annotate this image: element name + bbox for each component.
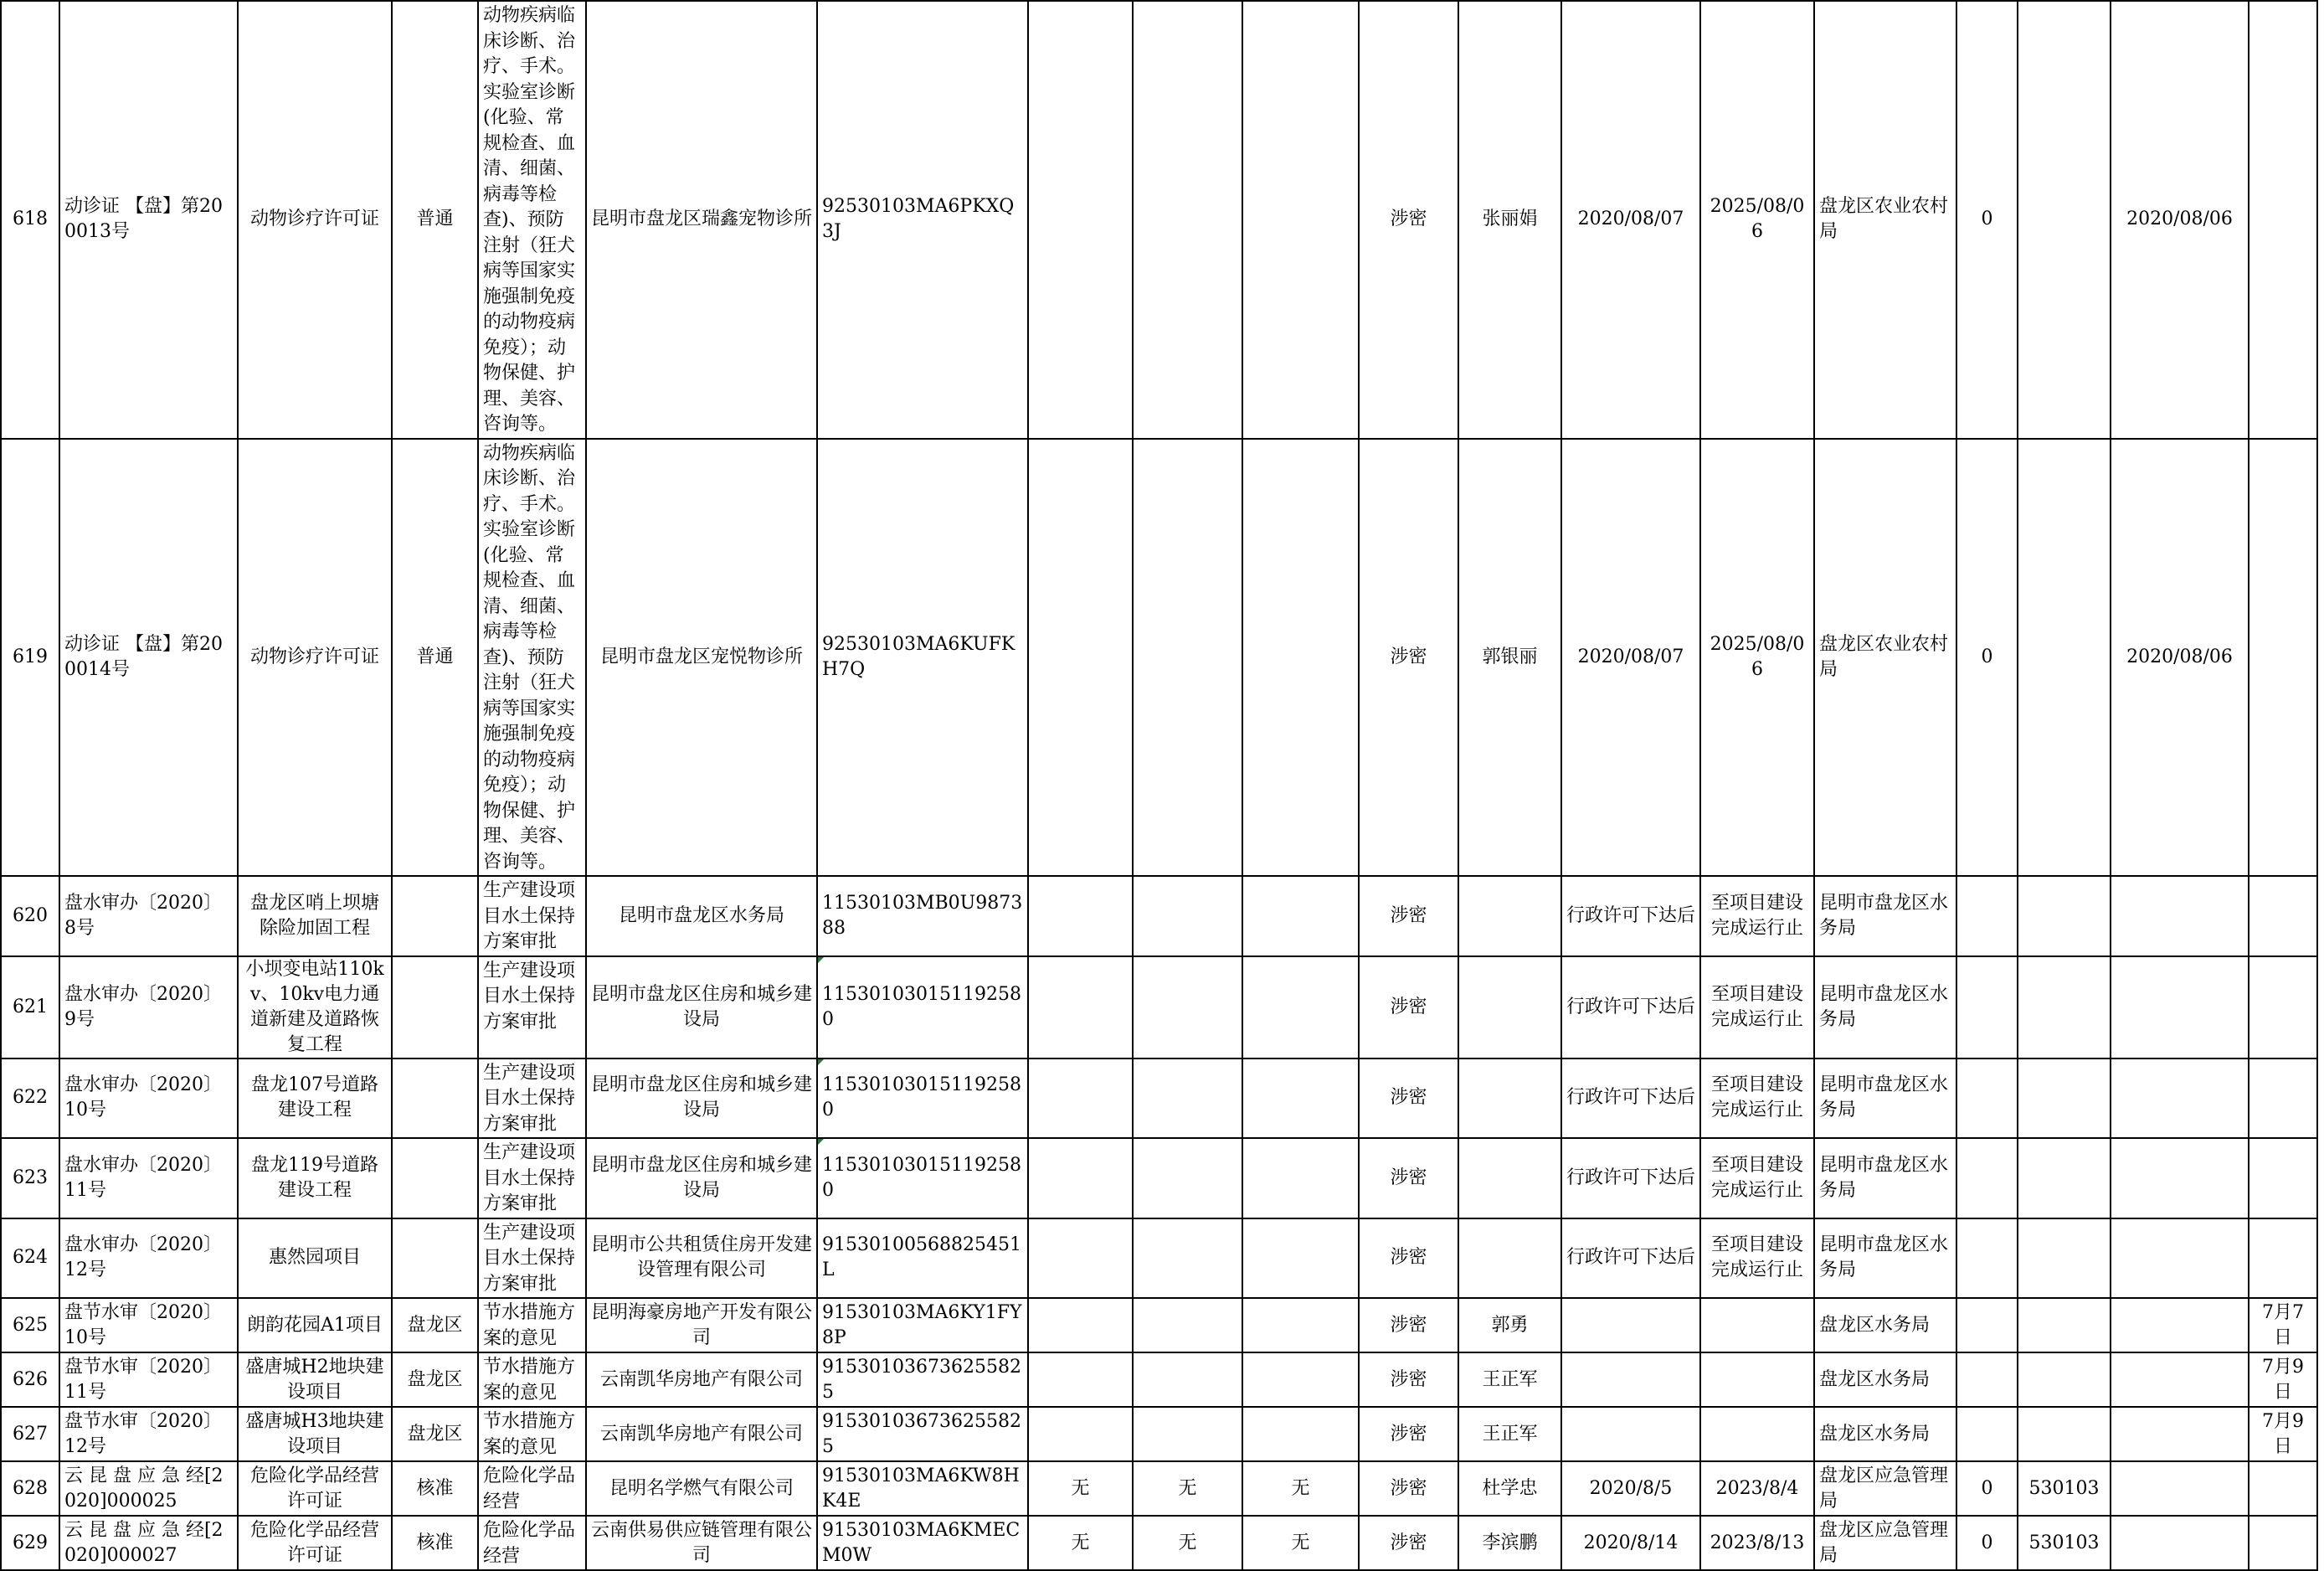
cell-issue-date — [2111, 1352, 2249, 1407]
cell-legal-representative — [1458, 956, 1561, 1058]
cell-license-name: 惠然园项目 — [238, 1218, 392, 1299]
cell-field-9 — [1133, 1, 1242, 439]
table-row — [1, 1461, 2317, 1516]
cell-field-10 — [1242, 1, 1359, 439]
cell-license-holder: 云南凯华房地产有限公司 — [586, 1352, 817, 1407]
cell-row-number: 629 — [1, 1516, 59, 1570]
cell-valid-to: 2025/08/06 — [1700, 1, 1814, 439]
cell-field-8 — [1028, 1138, 1133, 1218]
cell-area-code — [2018, 1352, 2111, 1407]
cell-license-name: 盘龙119号道路建设工程 — [238, 1138, 392, 1218]
cell-extra-date — [2249, 1461, 2317, 1516]
cell-secret-flag: 涉密 — [1359, 956, 1458, 1058]
cell-field-10 — [1242, 1298, 1359, 1352]
cell-area-code — [2018, 1058, 2111, 1139]
cell-license-content: 节水措施方案的意见 — [478, 1352, 586, 1407]
cell-extra-date: 7月9日 — [2249, 1407, 2317, 1461]
cell-field-8 — [1028, 1352, 1133, 1407]
cell-issue-date — [2111, 1298, 2249, 1352]
cell-valid-from: 2020/8/5 — [1561, 1461, 1700, 1516]
cell-license-name: 小坝变电站110kv、10kv电力通道新建及道路恢复工程 — [238, 956, 392, 1058]
cell-issue-date: 2020/08/06 — [2111, 1, 2249, 439]
cell-license-name: 盛唐城H3地块建设项目 — [238, 1407, 392, 1461]
cell-secret-flag: 涉密 — [1359, 439, 1458, 877]
cell-status-value — [1956, 1218, 2018, 1299]
cell-valid-from: 行政许可下达后 — [1561, 1218, 1700, 1299]
cell-legal-representative: 郭银丽 — [1458, 439, 1561, 877]
cell-status-value: 0 — [1956, 439, 2018, 877]
cell-area-code — [2018, 1138, 2111, 1218]
cell-license-holder: 昆明海豪房地产开发有限公司 — [586, 1298, 817, 1352]
cell-secret-flag: 涉密 — [1359, 876, 1458, 956]
cell-issuing-authority: 盘龙区农业农村局 — [1814, 1, 1956, 439]
cell-credit-code: 115301030151192580 — [817, 1058, 1028, 1139]
cell-license-name: 盛唐城H2地块建设项目 — [238, 1352, 392, 1407]
cell-valid-to: 至项目建设完成运行止 — [1700, 1218, 1814, 1299]
cell-license-name: 动物诊疗许可证 — [238, 1, 392, 439]
cell-valid-from — [1561, 1352, 1700, 1407]
cell-extra-date — [2249, 1516, 2317, 1570]
cell-field-9: 无 — [1133, 1516, 1242, 1570]
cell-issuing-authority: 盘龙区水务局 — [1814, 1352, 1956, 1407]
cell-legal-representative: 李滨鹏 — [1458, 1516, 1561, 1570]
cell-field-10 — [1242, 876, 1359, 956]
cell-license-holder: 昆明市盘龙区住房和城乡建设局 — [586, 1138, 817, 1218]
cell-legal-representative — [1458, 1138, 1561, 1218]
cell-field-9 — [1133, 1407, 1242, 1461]
cell-credit-code: 91530103MA6KMECM0W — [817, 1516, 1028, 1570]
cell-valid-to — [1700, 1352, 1814, 1407]
cell-field-9 — [1133, 1352, 1242, 1407]
cell-valid-to: 2023/8/13 — [1700, 1516, 1814, 1570]
cell-issue-date — [2111, 956, 2249, 1058]
cell-row-number: 623 — [1, 1138, 59, 1218]
table-row — [1, 1218, 2317, 1299]
cell-issuing-authority: 盘龙区水务局 — [1814, 1298, 1956, 1352]
cell-document-number: 动诊证 【盘】第200014号 — [59, 439, 238, 877]
cell-issue-date — [2111, 1058, 2249, 1139]
cell-credit-code: 92530103MA6PKXQ3J — [817, 1, 1028, 439]
cell-extra-date — [2249, 1058, 2317, 1139]
cell-valid-to: 2025/08/06 — [1700, 439, 1814, 877]
cell-field-10 — [1242, 439, 1359, 877]
cell-field-8 — [1028, 439, 1133, 877]
cell-secret-flag: 涉密 — [1359, 1, 1458, 439]
cell-license-content: 生产建设项目水土保持方案审批 — [478, 1058, 586, 1139]
cell-document-number: 盘水审办〔2020〕10号 — [59, 1058, 238, 1139]
cell-field-9 — [1133, 1218, 1242, 1299]
cell-valid-from: 2020/8/14 — [1561, 1516, 1700, 1570]
cell-valid-from: 2020/08/07 — [1561, 439, 1700, 877]
cell-license-content: 生产建设项目水土保持方案审批 — [478, 956, 586, 1058]
cell-issuing-authority: 昆明市盘龙区水务局 — [1814, 1058, 1956, 1139]
cell-legal-representative — [1458, 876, 1561, 956]
cell-valid-from: 行政许可下达后 — [1561, 1138, 1700, 1218]
cell-valid-to: 至项目建设完成运行止 — [1700, 1058, 1814, 1139]
cell-status-value — [1956, 1407, 2018, 1461]
cell-legal-representative — [1458, 1058, 1561, 1139]
cell-field-10: 无 — [1242, 1461, 1359, 1516]
cell-valid-to — [1700, 1298, 1814, 1352]
cell-valid-to: 至项目建设完成运行止 — [1700, 956, 1814, 1058]
cell-field-9 — [1133, 1298, 1242, 1352]
cell-legal-representative: 张丽娟 — [1458, 1, 1561, 439]
cell-document-number: 盘水审办〔2020〕9号 — [59, 956, 238, 1058]
cell-document-number: 动诊证 【盘】第200013号 — [59, 1, 238, 439]
cell-field-10 — [1242, 956, 1359, 1058]
cell-field-9 — [1133, 876, 1242, 956]
cell-credit-code: 115301030151192580 — [817, 1138, 1028, 1218]
cell-issue-date — [2111, 1516, 2249, 1570]
cell-valid-from — [1561, 1298, 1700, 1352]
cell-row-number: 627 — [1, 1407, 59, 1461]
cell-field-10 — [1242, 1058, 1359, 1139]
cell-extra-date — [2249, 1, 2317, 439]
cell-legal-representative: 王正军 — [1458, 1352, 1561, 1407]
cell-extra-date — [2249, 1138, 2317, 1218]
cell-license-name: 危险化学品经营许可证 — [238, 1516, 392, 1570]
cell-credit-code: 91530100568825451L — [817, 1218, 1028, 1299]
cell-valid-from — [1561, 1407, 1700, 1461]
table-row — [1, 1, 2317, 439]
cell-credit-code: 11530103MB0U987388 — [817, 876, 1028, 956]
cell-license-name: 朗韵花园A1项目 — [238, 1298, 392, 1352]
cell-document-number: 盘水审办〔2020〕11号 — [59, 1138, 238, 1218]
cell-field-8: 无 — [1028, 1461, 1133, 1516]
cell-area-code — [2018, 439, 2111, 877]
cell-issuing-authority: 昆明市盘龙区水务局 — [1814, 1218, 1956, 1299]
cell-license-category: 盘龙区 — [392, 1352, 478, 1407]
cell-license-content: 生产建设项目水土保持方案审批 — [478, 1218, 586, 1299]
table-row — [1, 876, 2317, 956]
cell-document-number: 盘水审办〔2020〕12号 — [59, 1218, 238, 1299]
cell-license-category — [392, 1058, 478, 1139]
cell-field-10 — [1242, 1138, 1359, 1218]
cell-issuing-authority: 盘龙区农业农村局 — [1814, 439, 1956, 877]
cell-field-8 — [1028, 1, 1133, 439]
cell-area-code — [2018, 1298, 2111, 1352]
cell-license-category: 核准 — [392, 1461, 478, 1516]
table-row — [1, 439, 2317, 877]
cell-credit-code: 91530103MA6KY1FY8P — [817, 1298, 1028, 1352]
cell-status-value: 0 — [1956, 1461, 2018, 1516]
cell-row-number: 626 — [1, 1352, 59, 1407]
cell-secret-flag: 涉密 — [1359, 1058, 1458, 1139]
cell-row-number: 618 — [1, 1, 59, 439]
cell-license-name: 动物诊疗许可证 — [238, 439, 392, 877]
cell-valid-to — [1700, 1407, 1814, 1461]
license-table-body — [1, 1, 2317, 1570]
cell-license-content: 节水措施方案的意见 — [478, 1407, 586, 1461]
cell-field-10 — [1242, 1352, 1359, 1407]
cell-credit-code: 91530103MA6KW8HK4E — [817, 1461, 1028, 1516]
cell-area-code — [2018, 1, 2111, 439]
cell-row-number: 620 — [1, 876, 59, 956]
table-row — [1, 1352, 2317, 1407]
cell-valid-to: 2023/8/4 — [1700, 1461, 1814, 1516]
cell-secret-flag: 涉密 — [1359, 1298, 1458, 1352]
cell-status-value — [1956, 876, 2018, 956]
cell-license-category: 普通 — [392, 1, 478, 439]
table-row — [1, 1407, 2317, 1461]
cell-extra-date — [2249, 439, 2317, 877]
cell-issuing-authority: 昆明市盘龙区水务局 — [1814, 1138, 1956, 1218]
cell-extra-date: 7月7日 — [2249, 1298, 2317, 1352]
cell-license-holder: 昆明市公共租赁住房开发建设管理有限公司 — [586, 1218, 817, 1299]
cell-valid-from: 行政许可下达后 — [1561, 1058, 1700, 1139]
cell-license-content: 危险化学品经营 — [478, 1461, 586, 1516]
cell-secret-flag: 涉密 — [1359, 1352, 1458, 1407]
cell-legal-representative — [1458, 1218, 1561, 1299]
cell-license-category: 盘龙区 — [392, 1407, 478, 1461]
cell-license-holder: 云南凯华房地产有限公司 — [586, 1407, 817, 1461]
cell-field-10 — [1242, 1407, 1359, 1461]
cell-field-9 — [1133, 439, 1242, 877]
cell-legal-representative: 杜学忠 — [1458, 1461, 1561, 1516]
cell-field-8 — [1028, 1407, 1133, 1461]
cell-document-number: 云 昆 盘 应 急 经[2020]000025 — [59, 1461, 238, 1516]
cell-row-number: 625 — [1, 1298, 59, 1352]
table-row — [1, 1298, 2317, 1352]
cell-license-holder: 昆明市盘龙区水务局 — [586, 876, 817, 956]
cell-field-10: 无 — [1242, 1516, 1359, 1570]
cell-credit-code: 115301030151192580 — [817, 956, 1028, 1058]
cell-license-content: 生产建设项目水土保持方案审批 — [478, 876, 586, 956]
cell-valid-from: 行政许可下达后 — [1561, 876, 1700, 956]
cell-issuing-authority: 盘龙区应急管理局 — [1814, 1516, 1956, 1570]
cell-row-number: 619 — [1, 439, 59, 877]
cell-extra-date — [2249, 956, 2317, 1058]
table-row — [1, 1138, 2317, 1218]
cell-credit-code: 92530103MA6KUFKH7Q — [817, 439, 1028, 877]
cell-document-number: 盘节水审〔2020〕10号 — [59, 1298, 238, 1352]
cell-status-value — [1956, 1352, 2018, 1407]
cell-field-9: 无 — [1133, 1461, 1242, 1516]
cell-secret-flag: 涉密 — [1359, 1138, 1458, 1218]
cell-status-value — [1956, 1138, 2018, 1218]
cell-license-name: 盘龙区哨上坝塘除险加固工程 — [238, 876, 392, 956]
cell-field-8 — [1028, 1218, 1133, 1299]
cell-document-number: 云 昆 盘 应 急 经[2020]000027 — [59, 1516, 238, 1570]
cell-issuing-authority: 昆明市盘龙区水务局 — [1814, 876, 1956, 956]
cell-valid-to: 至项目建设完成运行止 — [1700, 876, 1814, 956]
cell-extra-date — [2249, 876, 2317, 956]
cell-status-value — [1956, 956, 2018, 1058]
cell-document-number: 盘节水审〔2020〕12号 — [59, 1407, 238, 1461]
cell-issue-date — [2111, 876, 2249, 956]
cell-document-number: 盘水审办〔2020〕8号 — [59, 876, 238, 956]
cell-license-category — [392, 956, 478, 1058]
cell-area-code — [2018, 1407, 2111, 1461]
cell-license-content: 危险化学品经营 — [478, 1516, 586, 1570]
cell-area-code — [2018, 956, 2111, 1058]
cell-row-number: 622 — [1, 1058, 59, 1139]
cell-field-10 — [1242, 1218, 1359, 1299]
cell-valid-from: 行政许可下达后 — [1561, 956, 1700, 1058]
cell-secret-flag: 涉密 — [1359, 1461, 1458, 1516]
cell-status-value: 0 — [1956, 1, 2018, 439]
cell-license-category: 普通 — [392, 439, 478, 877]
cell-row-number: 624 — [1, 1218, 59, 1299]
cell-license-category: 核准 — [392, 1516, 478, 1570]
cell-field-8: 无 — [1028, 1516, 1133, 1570]
cell-status-value: 0 — [1956, 1516, 2018, 1570]
cell-field-8 — [1028, 956, 1133, 1058]
cell-valid-from: 2020/08/07 — [1561, 1, 1700, 439]
cell-issue-date: 2020/08/06 — [2111, 439, 2249, 877]
cell-license-holder: 昆明市盘龙区住房和城乡建设局 — [586, 1058, 817, 1139]
cell-issuing-authority: 盘龙区应急管理局 — [1814, 1461, 1956, 1516]
cell-issuing-authority: 昆明市盘龙区水务局 — [1814, 956, 1956, 1058]
cell-secret-flag: 涉密 — [1359, 1516, 1458, 1570]
cell-license-category — [392, 1138, 478, 1218]
table-row — [1, 956, 2317, 1058]
cell-field-8 — [1028, 1058, 1133, 1139]
cell-license-holder: 昆明市盘龙区住房和城乡建设局 — [586, 956, 817, 1058]
cell-legal-representative: 王正军 — [1458, 1407, 1561, 1461]
cell-valid-to: 至项目建设完成运行止 — [1700, 1138, 1814, 1218]
cell-status-value — [1956, 1298, 2018, 1352]
cell-license-holder: 昆明名学燃气有限公司 — [586, 1461, 817, 1516]
cell-license-category — [392, 1218, 478, 1299]
cell-credit-code: 915301036736255825 — [817, 1352, 1028, 1407]
cell-issue-date — [2111, 1461, 2249, 1516]
cell-issue-date — [2111, 1138, 2249, 1218]
cell-area-code: 530103 — [2018, 1461, 2111, 1516]
cell-extra-date — [2249, 1218, 2317, 1299]
cell-credit-code: 915301036736255825 — [817, 1407, 1028, 1461]
cell-license-name: 盘龙107号道路建设工程 — [238, 1058, 392, 1139]
cell-license-content: 节水措施方案的意见 — [478, 1298, 586, 1352]
cell-secret-flag: 涉密 — [1359, 1218, 1458, 1299]
cell-issue-date — [2111, 1407, 2249, 1461]
cell-status-value — [1956, 1058, 2018, 1139]
cell-area-code: 530103 — [2018, 1516, 2111, 1570]
cell-row-number: 621 — [1, 956, 59, 1058]
table-row — [1, 1058, 2317, 1139]
cell-issuing-authority: 盘龙区水务局 — [1814, 1407, 1956, 1461]
cell-license-category: 盘龙区 — [392, 1298, 478, 1352]
cell-license-category — [392, 876, 478, 956]
cell-field-9 — [1133, 1138, 1242, 1218]
cell-license-holder: 云南供易供应链管理有限公司 — [586, 1516, 817, 1570]
cell-field-9 — [1133, 1058, 1242, 1139]
table-row — [1, 1516, 2317, 1570]
cell-field-9 — [1133, 956, 1242, 1058]
cell-license-holder: 昆明市盘龙区瑞鑫宠物诊所 — [586, 1, 817, 439]
cell-license-content: 动物疾病临床诊断、治疗、手术。实验室诊断(化验、常规检查、血清、细菌、病毒等检查)、预防注射（狂犬病等国家实施强制免疫的动物疫病免疫）；动物保健、护理、美容、咨询等。 — [478, 439, 586, 877]
cell-extra-date: 7月9日 — [2249, 1352, 2317, 1407]
cell-document-number: 盘节水审〔2020〕11号 — [59, 1352, 238, 1407]
cell-issue-date — [2111, 1218, 2249, 1299]
cell-license-content: 生产建设项目水土保持方案审批 — [478, 1138, 586, 1218]
cell-license-content: 动物疾病临床诊断、治疗、手术。实验室诊断(化验、常规检查、血清、细菌、病毒等检查)、预防注射（狂犬病等国家实施强制免疫的动物疫病免疫）；动物保健、护理、美容、咨询等。 — [478, 1, 586, 439]
cell-license-name: 危险化学品经营许可证 — [238, 1461, 392, 1516]
cell-row-number: 628 — [1, 1461, 59, 1516]
cell-legal-representative: 郭勇 — [1458, 1298, 1561, 1352]
cell-field-8 — [1028, 1298, 1133, 1352]
cell-license-holder: 昆明市盘龙区宠悦物诊所 — [586, 439, 817, 877]
cell-secret-flag: 涉密 — [1359, 1407, 1458, 1461]
cell-field-8 — [1028, 876, 1133, 956]
cell-area-code — [2018, 876, 2111, 956]
cell-area-code — [2018, 1218, 2111, 1299]
